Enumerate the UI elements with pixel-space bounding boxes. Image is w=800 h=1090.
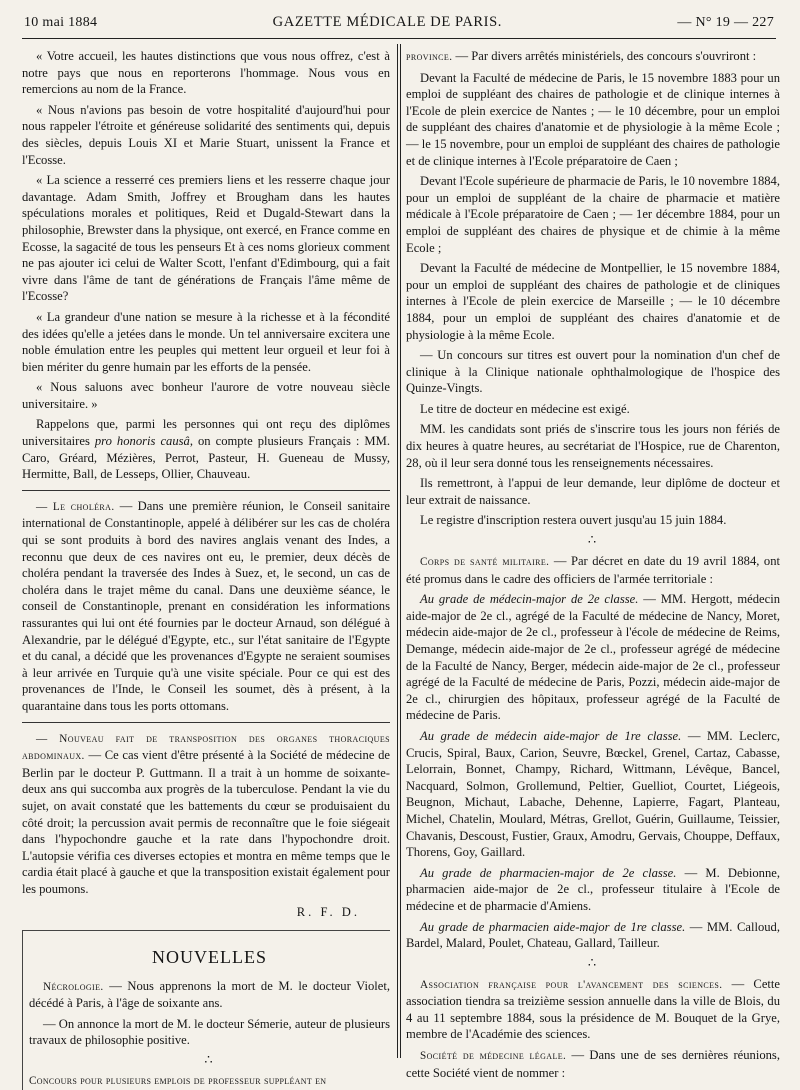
column-divider [397, 44, 401, 1058]
ornament-dots: ∴ [587, 532, 599, 548]
paragraph: — On annonce la mort de M. le docteur Sémerie, auteur de plusieurs travaux de philosophie positive. [29, 1016, 390, 1048]
paragraph [406, 591, 780, 724]
section-heading: Société de médecine légale. [420, 1050, 567, 1063]
nouvelles-section [22, 930, 390, 1090]
left-column [22, 48, 390, 1088]
text-run: — MM. Leclerc, Crucis, Spiral, Baux, Carion, Seuvre, Bœckel, Grenel, Cartaz, Cabasse, Lelorrain, Bonnet, Champy, Richard, Wittmann, Lévêque, Bancel, Nacquard, Solmon, Grollemund, Peltier, Guelliot, Courtet, Liégeois, Beugnon, Michaut, Labache, Dehenne, Lapierre, Fagart, Planteau, Michel, Chatelin, Moulard, Métras, Grellot, Guérin, Guillaume, Teissier, Chavanis, Descoust, Fustier, Graux, Amodru, Gervais, Chouppe, Deffaux, Thorens, Goy, Gaillard. [406, 728, 780, 860]
ornament-dots: ∴ [587, 954, 599, 970]
text-run: — Cette association tiendra sa treizième session annuelle dans la ville de Blois, du 4 au 11 septembre 1884, sous la présidence de M. Bouquet de la Grye, membre de l'Académie des sciences. [406, 976, 780, 1042]
section-heading: Association française pour l'avancement des sciences. [420, 978, 723, 991]
paragraph: « Votre accueil, les hautes distinctions que vous nous offrez, c'est à notre pays que nous en reporterons l'hommage. Nous vous en remercions au nom de la France. [22, 49, 390, 97]
text-run: — Dans une de ses dernières réunions, cette Société vient de nommer : [406, 1048, 780, 1080]
section-heading: — Le choléra. [36, 500, 115, 513]
section-heading: province. [406, 51, 453, 63]
section-heading: Concours pour plusieurs emplois de professeur suppléant en [29, 1075, 327, 1088]
grade-heading: Au grade de pharmacien aide-major de 1re classe. [420, 919, 686, 934]
paragraph [406, 976, 780, 1043]
text-run: — Par décret en date du 19 avril 1884, ont été promus dans le cadre des officiers de l'armée territoriale : [406, 554, 780, 586]
paragraph: « Nous saluons avec bonheur l'aurore de votre nouveau siècle universitaire. » [22, 380, 390, 411]
paragraph: Devant l'Ecole supérieure de pharmacie de Paris, le 10 novembre 1884, pour un emploi de suppléant de la chaire de pharmacie et matière médicale à l'Ecole préparatoire de Caen ; — 1er décembre 1884, pour un emploi de suppléant des chaires de physique et de chimie à la même Ecole ; [406, 174, 780, 255]
section-title: NOUVELLES [152, 947, 267, 968]
grade-heading: Au grade de médecin aide-major de 1re classe. [420, 728, 682, 743]
paragraph: « Nous n'avions pas besoin de votre hospitalité d'aujourd'hui pour nous rappeler l'étroite et généreuse solidarité des sentiments qui, depuis des siècles, depuis Louis XI et Marie Stuart, unissent la France et l'Ecosse. [22, 102, 390, 167]
paragraph: Le registre d'inscription restera ouvert jusqu'au 15 juin 1884. [420, 513, 727, 528]
paragraph: Le titre de docteur en médecine est exigé. [420, 401, 630, 416]
paragraph [29, 978, 390, 1012]
header-issue: — N° 19 — 227 [677, 15, 774, 30]
paragraph [406, 728, 780, 861]
section-heading: Corps de santé militaire. [420, 556, 550, 569]
text-run: — MM. Hergott, médecin aide-major de 2e cl., agrégé de la Faculté de médecine de Nancy, Moret, médecin aide-major de 2e cl., professeur à l'école de médecine de Reims, Demange, médecin aide-major de 2e cl., professeur agrégé de médecine de la Faculté de Nancy, Berger, médecin aide-major de 2e cl., professeur agrégé de la Faculté de médecine de Paris, Pozzi, médecin aide-major de 2e cl., chirurgien des hôpitaux, professeur agrégé de la Faculté de médecine de Paris. [406, 592, 781, 723]
signature: R. F. D. [296, 904, 360, 919]
paragraph: — Un concours sur titres est ouvert pour la nomination d'un chef de clinique à la Clinique nationale ophthalmologique de l'hospice des Quinze-Vingts. [406, 348, 780, 396]
text-run: — Ce cas vient d'être présenté à la Société de médecine de Berlin par le docteur P. Guttmann. Il a trait à un homme de soixante-deux ans qui succomba aux progrès de la tuberculose. Pendant la vie du sujet, on avait constaté que les battements du cœur se produisaient du côté droit; la percussion avait permis de reconnaître que le foie siégeait dans l'hypochondre gauche et la rate dans l'hypochondre droit. L'autopsie vérifia ces diverses ectopies et montra en même temps que le cardia était placé à gauche et que la transposition existait également pour les poumons. [22, 748, 390, 896]
grade-heading: Au grade de pharmacien-major de 2e classe. [420, 865, 677, 880]
paragraph: Devant la Faculté de médecine de Paris, le 15 novembre 1883 pour un emploi de suppléant des chaires de pathologie et de clinique internes à l'Ecole de plein exercice de Nantes ; — le 10 décembre, pour un emploi de suppléant des chaires d'anatomie et de physiologie à la même Ecole ; — le 15 novembre, pour un emploi de suppléant des chaires de pathologie et de clinique internes à l'Ecole préparatoire de Caen ; [406, 70, 780, 168]
text-run: — Dans une première réunion, le Conseil sanitaire international de Constantinople, appelé à délibérer sur les cas de choléra qui se sont produits à bord des navires anglais venant des Indes, a reconnu que deux de ces navires ont eu, le premier, deux décès de choléra pendant la traversée des Indes à Suez, et, le second, un cas de choléra dans le trajet même du canal. Dans une deuxième séance, le conseil de Constantinople, prenant en considération les informations rassurantes qui lui ont été fournies par le docteur Arnaud, son délégué à Alexandrie, par le délégué d'Egypte, etc., sur l'état sanitaire de l'Egypte et du canal, a décidé que les provenances d'Egypte ne seraient soumises à leur arrivée en Turquie qu'à une visite spéciale. Pour ce qui est des provenances de l'Inde, le Conseil les soumet, dès à présent, à la quarantaine dans tous les ports ottomans. [22, 498, 390, 713]
paragraph: « La grandeur d'une nation se mesure à la richesse et à la fécondité des idées qu'elle a jetées dans le monde. Un tel anniversaire excitera une noble émulation entre les peuples qui mettent leur orgueil et leur foi à bien mériter du genre humain par les efforts de la pensée. [22, 309, 390, 374]
text-run-italic: pro honoris causâ [94, 434, 190, 449]
section-heading: Nécrologie. [43, 980, 104, 993]
text-run: — Nous apprenons la mort de M. le docteur Violet, décédé à Paris, à l'âge de soixante ans. [29, 978, 390, 1011]
paragraph: MM. les candidats sont priés de s'inscrire tous les jours non fériés de dix heures à quatre heures, au secrétariat de l'Hospice, rue de Charenton, 28, où il leur sera donné tous les renseignements nécessaires. [406, 422, 780, 470]
paragraph [22, 730, 390, 898]
paragraph [406, 48, 780, 66]
text-run: Rappelons que, parmi les personnes qui ont reçu des diplômes universitaires [22, 417, 390, 449]
header-title: GAZETTE MÉDICALE DE PARIS. [272, 14, 503, 30]
paragraph [406, 553, 780, 587]
ornament-dots: ∴ [204, 1052, 215, 1068]
header-rule [22, 38, 776, 39]
paragraph [406, 1047, 780, 1081]
section-heading: — Nouveau fait de transposition des organes thoraciques abdominaux. [22, 732, 390, 763]
paragraph: Devant la Faculté de médecine de Montpellier, le 15 novembre 1884, pour un emploi de suppléant des chaires de pathologie et de cliniques internes à l'Ecole de plein exercice de Marseille ; — le 10 décembre 1884, pour un emploi de suppléant des chaires d'anatomie et de physiologie à la même Ecole. [406, 261, 780, 342]
text-run: — Par divers arrêtés ministériels, des concours s'ouvriront : [452, 49, 757, 63]
paragraph: Ils remettront, à l'appui de leur demande, leur diplôme de docteur et leur extrait de naissance. [406, 476, 780, 507]
section-divider [22, 722, 390, 723]
paragraph [22, 498, 390, 715]
paragraph: « La science a resserré ces premiers liens et les resserre chaque jour davantage. Adam Smith, Joffrey et Brougham dans les hautes spéculations morales et politiques, Reid et Dugald-Stewart dans la philosophie, Brewster dans la physique, ont exercé, en France comme en Ecosse, la sagacité de tous les penseurs Et à ces noms glorieux comment ne pas ajouter ici celui de Walter Scott, l'enfant d'Edimbourg, qui a fait vivre dans l'âme de tant de générations de Français l'âme même de l'Ecosse? [22, 173, 390, 304]
text-run: , on compte plusieurs Français : MM. Caro, Gréard, Mézières, Perrot, Pasteur, H. Gueneau de Mussy, Hermitte, Ball, de Lesseps, Ollier, Chauveau. [22, 434, 390, 482]
page-header [24, 14, 774, 36]
grade-heading: Au grade de médecin-major de 2e classe. [420, 592, 639, 607]
paragraph [406, 919, 780, 952]
paragraph [22, 416, 390, 482]
section-divider [22, 490, 390, 491]
right-column [406, 48, 781, 1080]
header-date: 10 mai 1884 [24, 15, 98, 30]
paragraph [406, 865, 780, 915]
text-run: — MM. Calloud, Bardel, Malard, Poulet, Chateau, Gallard, Tailleur. [406, 919, 780, 951]
text-run: — M. Debionne, pharmacien aide-major de 2e cl., professeur titulaire à l'Ecole de médecine et de pharmacie d'Amiens. [406, 865, 780, 913]
